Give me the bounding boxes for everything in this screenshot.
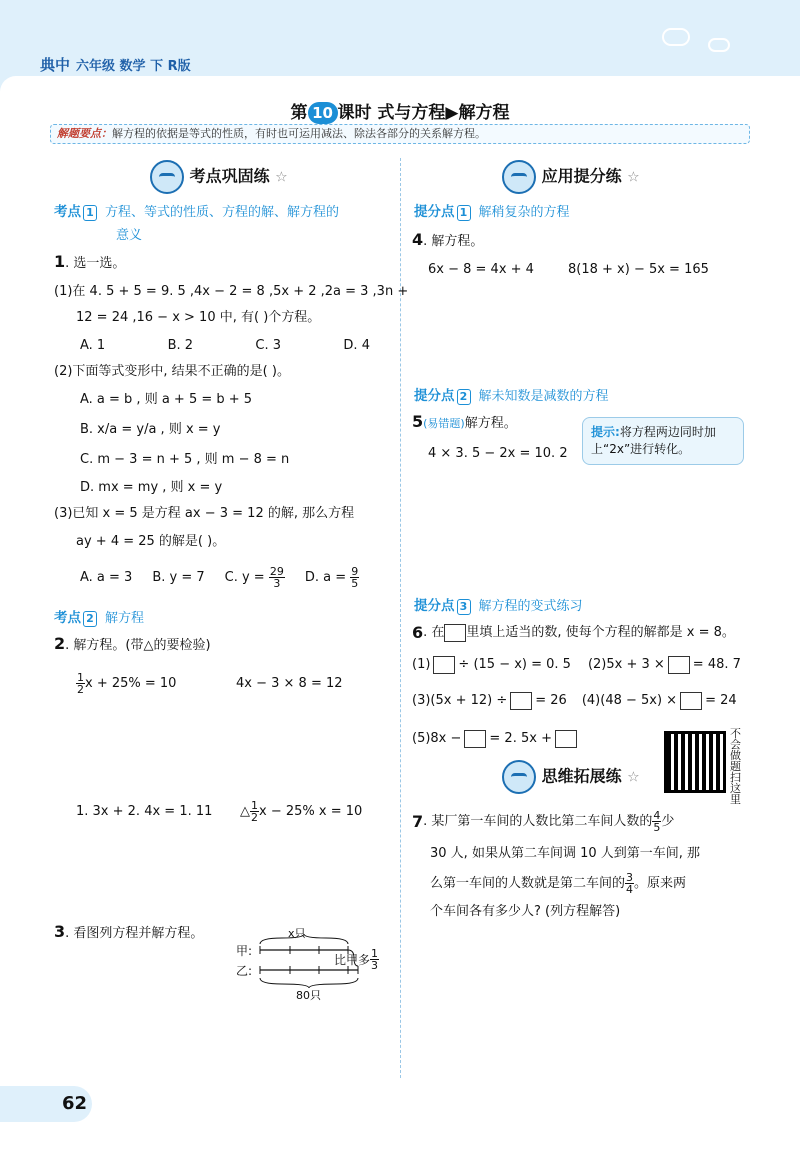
question-title: 里填上适当的数, 使每个方程的解都是 x = 8。 <box>466 625 735 640</box>
option-a: A. a = 3 <box>80 569 133 585</box>
equation-text: x − 25% x = 10 <box>259 803 363 819</box>
fraction <box>250 800 259 823</box>
answer-box[interactable] <box>680 692 702 710</box>
numerator: 4 <box>653 809 661 822</box>
equation-part: ÷ (15 − x) = 0. 5 <box>458 657 571 672</box>
option-b: B. x/a = y/a , 则 x = y <box>80 422 221 437</box>
question-number: 2 <box>54 634 66 653</box>
question-number: 1 <box>54 252 66 271</box>
fraction <box>269 566 285 589</box>
page-number: 62 <box>62 1093 88 1114</box>
lesson-title <box>0 98 800 124</box>
key-points-text: 解方程的依据是等式的性质，有时也可运用减法、除法各部分的关系解方程。 <box>112 127 486 140</box>
q1-3-options <box>80 566 380 589</box>
question-title: . 解方程。 <box>423 234 484 249</box>
equation-part: (5)8x − <box>412 731 462 746</box>
qr-code-icon[interactable] <box>664 731 726 793</box>
qr-caption: 不会做题扫这里 <box>730 727 741 806</box>
answer-box[interactable] <box>433 656 455 674</box>
tifendian-label: 提分点 <box>414 388 455 404</box>
kaodian-label: 考点 <box>54 204 81 220</box>
question-text: 么第一车间的人数就是第二车间的 <box>430 875 626 891</box>
item-num: (1) <box>412 657 431 672</box>
denominator: 3 <box>273 577 281 590</box>
equation-q4-2: 8(18 + x) − 5x = 165 <box>568 262 709 277</box>
tifendian-2 <box>414 384 609 405</box>
question-title: . 解方程。(带△的要检验) <box>65 638 211 653</box>
question-7-line-2: 30 人, 如果从第二车间调 10 人到第一车间, 那 <box>430 846 701 861</box>
option-label: C. y = <box>224 570 269 585</box>
question-number: 3 <box>54 922 66 941</box>
cloud-icon <box>662 28 690 46</box>
tifendian-num: 1 <box>457 205 471 221</box>
option-a: A. a = b , 则 a + 5 = b + 5 <box>80 392 253 407</box>
section-title: 应用提分练 <box>541 166 622 186</box>
fraction <box>370 948 379 971</box>
question-number: 5 <box>412 412 424 431</box>
denominator: 5 <box>653 821 661 834</box>
error-prone-tag: (易错题) <box>423 417 465 430</box>
option-c <box>225 566 285 589</box>
tifendian-title: 解未知数是减数的方程 <box>478 389 609 404</box>
section-heading-left <box>150 160 288 194</box>
hint-box <box>582 417 744 465</box>
equation-2: 4x − 3 × 8 = 12 <box>236 676 343 691</box>
tifendian-title: 解方程的变式练习 <box>478 599 583 614</box>
answer-box[interactable] <box>464 730 486 748</box>
mascot-icon <box>502 760 536 794</box>
equation-3: 1. 3x + 2. 4x = 1. 11 <box>76 804 213 819</box>
question-5 <box>412 414 517 432</box>
mascot-icon <box>150 160 184 194</box>
answer-box[interactable] <box>510 692 532 710</box>
tifendian-title: 解稍复杂的方程 <box>478 205 570 220</box>
diagram-more-label <box>334 948 379 971</box>
q1-1-line2: 12 = 24 ,16 − x > 10 中, 有( )个方程。 <box>76 310 321 325</box>
equation-part: = 24 <box>705 693 737 708</box>
option-label: D. a = <box>304 570 351 585</box>
mascot-icon <box>502 160 536 194</box>
key-points-box <box>50 124 750 144</box>
numerator: 1 <box>77 671 84 684</box>
denominator: 5 <box>351 577 359 590</box>
equation-4 <box>240 800 362 823</box>
equation-text: x + 25% = 10 <box>85 675 177 691</box>
tifendian-num: 3 <box>457 599 471 615</box>
equation-part: (3)(5x + 12) ÷ <box>412 693 508 708</box>
question-7-line-4: 个车间各有多少人? (列方程解答) <box>430 904 621 919</box>
star-icon: ☆ <box>627 169 640 186</box>
equation-1 <box>76 672 176 695</box>
lesson-prefix: 第 <box>290 103 308 123</box>
header-band <box>0 0 800 92</box>
q1-1-line1: (1)在 4. 5 + 5 = 9. 5 ,4x − 2 = 8 ,5x + 2 ,2a = 3 ,3n + <box>54 284 409 299</box>
denominator: 3 <box>371 959 379 972</box>
numerator: 9 <box>351 565 359 578</box>
section-title: 思维拓展练 <box>541 766 622 786</box>
diagram-top-label: x只 <box>288 927 306 940</box>
option-c: C. 3 <box>255 338 282 353</box>
question-number: 7 <box>412 811 424 831</box>
tifendian-3 <box>414 594 583 615</box>
numerator: 1 <box>371 947 379 960</box>
question-4 <box>412 232 483 250</box>
question-1 <box>54 254 125 272</box>
star-icon: ☆ <box>627 769 640 786</box>
q1-3-line1: (3)已知 x = 5 是方程 ax − 3 = 12 的解, 那么方程 <box>54 506 355 521</box>
denominator: 2 <box>251 811 258 824</box>
answer-box[interactable] <box>444 624 466 642</box>
equation-part: (4)(48 − 5x) × <box>581 693 678 708</box>
numerator: 1 <box>251 799 258 812</box>
question-3 <box>54 924 203 942</box>
question-7-line-3 <box>430 872 686 895</box>
numerator: 3 <box>626 871 634 884</box>
kaodian-title: 方程、等式的性质、方程的解、解方程的 <box>105 205 340 220</box>
lesson-subtitle: 课时 式与方程▶解方程 <box>337 103 510 123</box>
kaodian-1 <box>54 200 339 221</box>
kaodian-title: 解方程 <box>105 611 145 626</box>
q6-line-3 <box>412 730 577 748</box>
kaodian-title: 意义 <box>116 228 143 243</box>
equation-part: = 26 <box>535 693 567 708</box>
kaodian-num: 2 <box>83 611 97 627</box>
question-title: 解方程。 <box>464 416 517 431</box>
equation-part: = 2. 5x + <box>489 731 552 746</box>
option-b: B. y = 7 <box>152 569 205 585</box>
grade-label: 六年级 数学 下 R版 <box>76 59 191 74</box>
fraction <box>350 566 359 589</box>
tifendian-label: 提分点 <box>414 204 455 220</box>
option-b: B. 2 <box>167 338 194 353</box>
question-7-line-1 <box>412 810 674 833</box>
option-d: D. mx = my , 则 x = y <box>80 480 223 495</box>
diagram-bottom-label: 80只 <box>296 989 321 1002</box>
q1-3-line2: ay + 4 = 25 的解是( )。 <box>76 534 226 549</box>
option-a: A. 1 <box>80 338 106 353</box>
section-heading-right <box>502 160 640 194</box>
tifendian-1 <box>414 200 570 221</box>
fraction <box>652 810 661 833</box>
hint-label: 提示: <box>591 425 620 439</box>
lesson-number: 10 <box>308 102 338 124</box>
question-title: . 看图列方程并解方程。 <box>65 926 204 941</box>
option-c: C. m − 3 = n + 5 , 则 m − 8 = n <box>80 452 290 467</box>
option-d <box>305 566 359 589</box>
q1-1-options <box>80 338 370 354</box>
equation-q5: 4 × 3. 5 − 2x = 10. 2 <box>428 446 568 461</box>
denominator: 4 <box>626 883 634 896</box>
section-heading-right-2 <box>502 760 640 794</box>
equation-part: (2)5x + 3 × <box>587 657 665 672</box>
kaodian-num: 1 <box>83 205 97 221</box>
more-text: 比甲多 <box>334 952 371 967</box>
numerator: 29 <box>269 565 284 578</box>
tifendian-label: 提分点 <box>414 598 455 614</box>
fraction <box>76 672 85 695</box>
option-d: D. 4 <box>343 338 370 353</box>
equation-part: = 48. 7 <box>692 657 741 672</box>
q6-line-1 <box>412 656 741 674</box>
key-points-label: 解题要点： <box>57 127 112 140</box>
brand-logo: 典中 <box>40 56 71 74</box>
answer-box[interactable] <box>668 656 690 674</box>
bottom-brace <box>260 978 358 988</box>
q6-line-2 <box>412 692 737 710</box>
diagram-jia-label: 甲: <box>236 944 253 958</box>
question-title: . 在 <box>423 625 445 640</box>
kaodian-label: 考点 <box>54 610 81 626</box>
hint-text: 将方程两边同时加上“2x”进行转化。 <box>591 425 716 456</box>
answer-box[interactable] <box>555 730 577 748</box>
question-number: 4 <box>412 230 424 249</box>
kaodian-2 <box>54 606 144 627</box>
question-number: 6 <box>412 623 424 642</box>
denominator: 2 <box>77 683 84 696</box>
kaodian-1-line2 <box>116 224 142 243</box>
equation-q4-1: 6x − 8 = 4x + 4 <box>428 262 534 277</box>
diagram-yi-label: 乙: <box>236 964 253 978</box>
q1-2-stem: (2)下面等式变形中, 结果不正确的是( )。 <box>54 364 290 379</box>
question-text: 。原来两 <box>634 875 687 891</box>
question-text: . 某厂第一车间的人数比第二车间人数的 <box>423 813 653 829</box>
section-title: 考点巩固练 <box>189 166 270 186</box>
book-brand <box>40 54 191 75</box>
cloud-icon <box>708 38 730 52</box>
triangle-icon: △ <box>240 803 250 819</box>
question-title: . 选一选。 <box>65 256 126 271</box>
question-6 <box>412 624 735 642</box>
question-2 <box>54 636 211 654</box>
fraction <box>625 872 634 895</box>
tifendian-num: 2 <box>457 389 471 405</box>
question-text: 少 <box>661 813 675 829</box>
star-icon: ☆ <box>275 169 288 186</box>
